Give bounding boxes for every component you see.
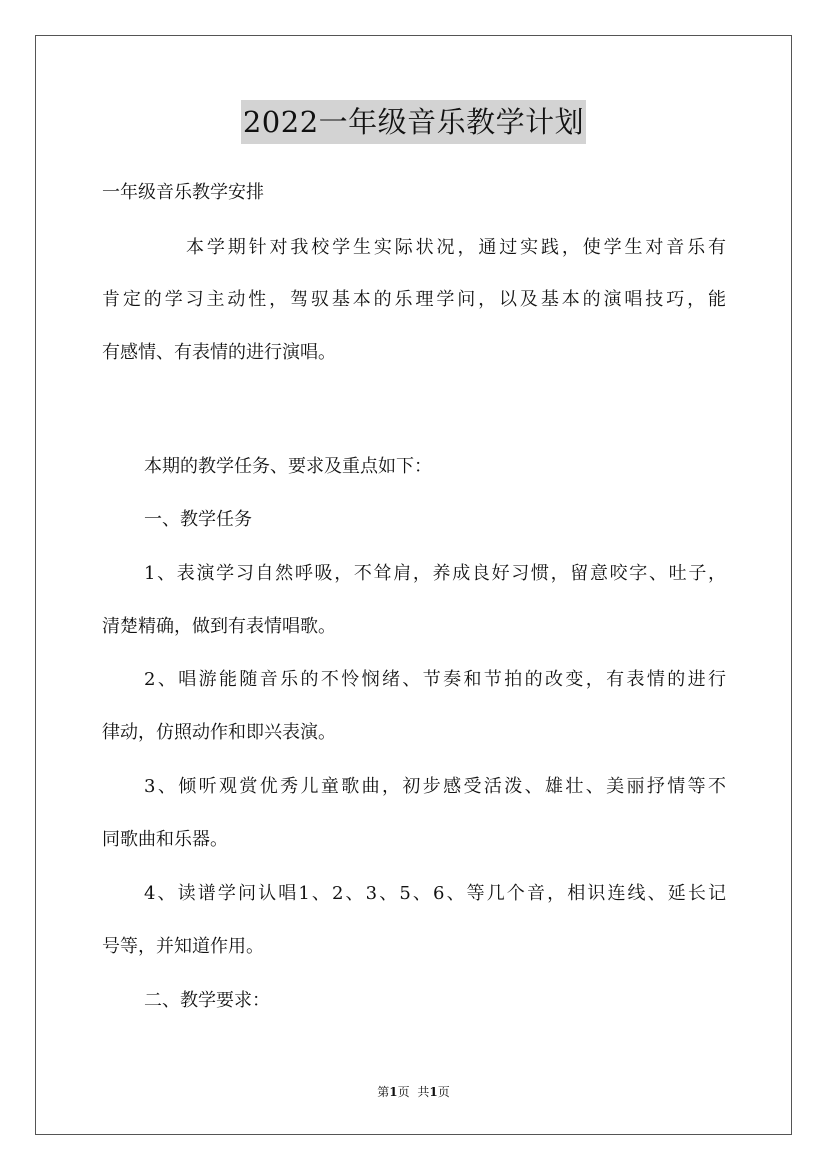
total-label-suffix: 页 [437, 1085, 450, 1099]
page-number: 1 [389, 1085, 398, 1099]
page-footer [0, 1084, 827, 1100]
document-title: 2022一年级音乐教学计划 [241, 100, 586, 144]
total-label-prefix: 共 [417, 1085, 430, 1099]
section-heading: 二、教学要求： [144, 990, 270, 1011]
paragraph-line: 肯定的学习主动性，驾驭基本的乐理学问，以及基本的演唱技巧，能 [102, 289, 726, 310]
title-container [0, 100, 827, 144]
paragraph-line: 有感情、有表情的进行演唱。 [102, 342, 336, 363]
list-item-line: 2、唱游能随音乐的不怜悯绪、节奏和节拍的改变，有表情的进行 [144, 669, 726, 690]
page-label-prefix: 第 [377, 1085, 390, 1099]
list-item-line: 同歌曲和乐器。 [102, 829, 228, 850]
page-label-suffix: 页 [397, 1085, 410, 1099]
section-heading: 一年级音乐教学安排 [102, 182, 264, 203]
paragraph-line: 本期的教学任务、要求及重点如下： [144, 456, 432, 477]
list-item-line: 号等，并知道作用。 [102, 936, 264, 957]
list-item-line: 1、表演学习自然呼吸，不耸肩，养成良好习惯，留意咬字、吐子， [144, 563, 726, 584]
list-item-line: 4、读谱学问认唱1、2、3、5、6、等几个音，相识连线、延长记 [144, 883, 726, 904]
list-item-line: 清楚精确，做到有表情唱歌。 [102, 616, 336, 637]
total-pages: 1 [429, 1085, 438, 1099]
section-heading: 一、教学任务 [144, 509, 252, 530]
paragraph-line: 本学期针对我校学生实际状况，通过实践，使学生对音乐有 [186, 237, 726, 258]
list-item-line: 3、倾听观赏优秀儿童歌曲，初步感受活泼、雄壮、美丽抒情等不 [144, 776, 726, 797]
list-item-line: 律动，仿照动作和即兴表演。 [102, 722, 336, 743]
